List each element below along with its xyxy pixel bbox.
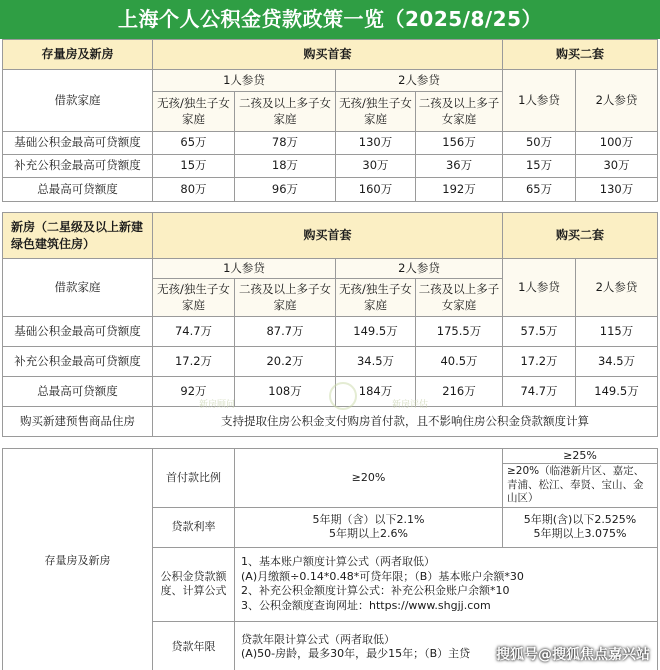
cell-value: 184万: [336, 377, 416, 407]
cell-value: 34.5万: [576, 347, 658, 377]
formula-line: (A)月缴额÷0.14*0.48*可贷年限；（B）基本账户余额*30: [241, 569, 524, 583]
cell-value: 130万: [576, 178, 658, 202]
watermark-mark: 新房顾问: [199, 400, 236, 410]
rate-label: 贷款利率: [153, 507, 235, 547]
row-label: 补充公积金最高可贷额度: [3, 347, 153, 377]
row-label: 基础公积金最高可贷额度: [3, 317, 153, 347]
cell-value: 17.2万: [153, 347, 235, 377]
cell-value: 57.5万: [503, 317, 576, 347]
col-no-child: 无孩/独生子女家庭: [336, 92, 416, 132]
row-label: 总最高可贷额度: [3, 377, 153, 407]
rate-first-line1: 5年期（含）以下2.1%: [312, 512, 425, 526]
cell-value: 100万: [576, 132, 658, 155]
col-multi-child: 二孩及以上多子女家庭: [416, 279, 503, 317]
table-row: [3, 178, 658, 202]
table-existing-and-new: [2, 39, 658, 202]
col-no-child: 无孩/独生子女家庭: [153, 279, 235, 317]
cell-value: 92万: [153, 377, 235, 407]
down-payment-first: ≥20%: [235, 449, 503, 508]
rate-first: [235, 507, 503, 547]
policy-section-label: 存量房及新房: [3, 449, 153, 670]
cell-value: 96万: [235, 178, 336, 202]
presale-row: [3, 407, 658, 437]
cell-value: 175.5万: [416, 317, 503, 347]
cell-value: 65万: [503, 178, 576, 202]
formula-line: 1、基本账户额度计算公式（两者取低）: [241, 554, 435, 568]
two-borrowers-header: 2人参贷: [336, 70, 503, 92]
col-no-child: 无孩/独生子女家庭: [336, 279, 416, 317]
table-row: [3, 155, 658, 178]
watermark-logo-icon: [329, 382, 357, 410]
table-row: [3, 347, 658, 377]
down-payment-second-note: ≥20%（临港新片区、嘉定、青浦、松江、奉贤、宝山、金山区）: [507, 465, 645, 505]
cell-value: 36万: [416, 155, 503, 178]
formula-line: 3、公积金额度查询网址：https://www.shgjj.com: [241, 599, 491, 613]
cell-value: 20.2万: [235, 347, 336, 377]
down-payment-second-top: ≥25%: [503, 449, 657, 464]
cell-value: 18万: [235, 155, 336, 178]
row-label: 补充公积金最高可贷额度: [3, 155, 153, 178]
two-borrowers-header: 2人参贷: [336, 259, 503, 279]
term-line: 贷款年限计算公式（两者取低）: [241, 632, 395, 646]
term-label: 贷款年限: [153, 621, 235, 670]
cell-value: 130万: [336, 132, 416, 155]
cell-value: 149.5万: [576, 377, 658, 407]
cell-value: 80万: [153, 178, 235, 202]
page-title: 上海个人公积金贷款政策一览（2025/8/25）: [0, 0, 660, 39]
down-payment-second: [503, 449, 658, 508]
formula-label: 公积金贷款额度、计算公式: [153, 547, 235, 621]
watermark-mark: 新房评估: [392, 400, 429, 410]
col-no-child: 无孩/独生子女家庭: [153, 92, 235, 132]
cell-value: 34.5万: [336, 347, 416, 377]
formula-line: 2、补充公积金额度计算公式：补充公积金账户余额*10: [241, 584, 510, 598]
one-borrower-header: 1人参贷: [153, 259, 336, 279]
cell-value: 40.5万: [416, 347, 503, 377]
cell-value: 87.7万: [235, 317, 336, 347]
cell-value: 74.7万: [153, 317, 235, 347]
cell-value: 65万: [153, 132, 235, 155]
first-home-header: 购买首套: [153, 213, 503, 259]
col-multi-child: 二孩及以上多子女家庭: [235, 279, 336, 317]
source-watermark: 搜狐号@搜狐焦点嘉兴站: [496, 647, 650, 663]
one-borrower-header: 1人参贷: [153, 70, 336, 92]
second-two-borrowers-header: 2人参贷: [576, 70, 658, 132]
presale-text: 支持提取住房公积金支付购房首付款，且不影响住房公积金贷款额度计算: [153, 407, 658, 437]
cell-value: 108万: [235, 377, 336, 407]
cell-value: 149.5万: [336, 317, 416, 347]
cell-value: 30万: [336, 155, 416, 178]
rate-second-line1: 5年期(含)以下2.525%: [523, 512, 637, 526]
table-row: [3, 132, 658, 155]
first-home-header: 购买首套: [153, 40, 503, 70]
col-multi-child: 二孩及以上多子女家庭: [235, 92, 336, 132]
second-two-borrowers-header: 2人参贷: [576, 259, 658, 317]
cell-value: 30万: [576, 155, 658, 178]
section-green-label: 新房（二星级及以上新建绿色建筑住房）: [3, 213, 153, 259]
cell-value: 78万: [235, 132, 336, 155]
family-label: 借款家庭: [3, 259, 153, 317]
term-line: (A)50-房龄，最多30年，最少15年；（B）主贷: [241, 647, 471, 661]
second-home-header: 购买二套: [503, 40, 658, 70]
cell-value: 160万: [336, 178, 416, 202]
rate-first-line2: 5年期以上2.6%: [329, 527, 408, 541]
rate-second: [503, 507, 658, 547]
family-label: 借款家庭: [3, 70, 153, 132]
cell-value: 17.2万: [503, 347, 576, 377]
cell-value: 156万: [416, 132, 503, 155]
cell-value: 192万: [416, 178, 503, 202]
cell-value: 115万: [576, 317, 658, 347]
table-row: [3, 317, 658, 347]
rate-second-line2: 5年期以上3.075%: [533, 527, 627, 541]
formula-text: [235, 547, 658, 621]
second-one-borrower-header: 1人参贷: [503, 259, 576, 317]
down-payment-label: 首付款比例: [153, 449, 235, 508]
second-home-header: 购买二套: [503, 213, 658, 259]
cell-value: 50万: [503, 132, 576, 155]
table-green-new-homes: [2, 212, 658, 437]
presale-label: 购买新建预售商品住房: [3, 407, 153, 437]
cell-value: 15万: [503, 155, 576, 178]
cell-value: 15万: [153, 155, 235, 178]
second-one-borrower-header: 1人参贷: [503, 70, 576, 132]
cell-value: 216万: [416, 377, 503, 407]
cell-value: 74.7万: [503, 377, 576, 407]
row-label: 基础公积金最高可贷额度: [3, 132, 153, 155]
col-multi-child: 二孩及以上多子女家庭: [416, 92, 503, 132]
section-existing-label: 存量房及新房: [3, 40, 153, 70]
row-label: 总最高可贷额度: [3, 178, 153, 202]
table-policy: [2, 448, 658, 670]
